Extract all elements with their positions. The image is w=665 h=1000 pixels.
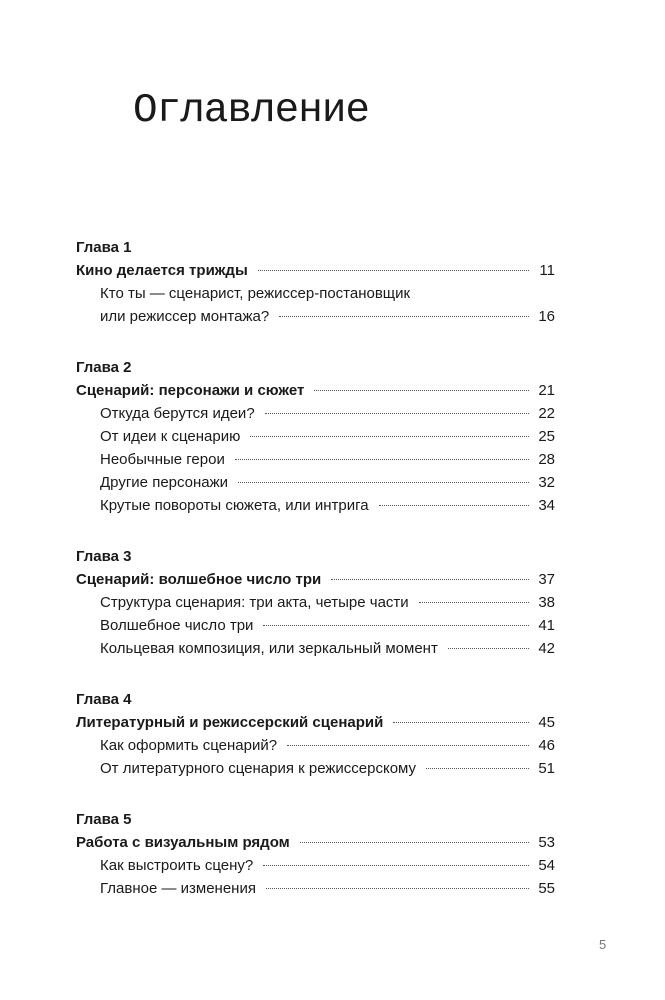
chapter-title-entry[interactable] [76,379,555,402]
dot-leader [426,767,529,769]
dot-leader [266,887,529,889]
chapter-2 [76,356,555,517]
section-entry[interactable] [76,425,555,448]
section-title: Кольцевая композиция, или зеркальный момент [100,640,438,657]
page-ref: 25 [538,428,555,445]
table-of-contents [76,236,555,928]
dot-leader [265,412,529,414]
dot-leader [279,315,529,317]
chapter-label: Глава 1 [76,239,132,256]
chapter-title-entry[interactable] [76,568,555,591]
dot-leader [238,481,529,483]
chapter-1 [76,236,555,328]
chapter-label: Глава 5 [76,811,132,828]
section-entry[interactable] [76,494,555,517]
section-entry[interactable] [76,637,555,660]
section-title: Как выстроить сцену? [100,857,254,874]
section-title: Структура сценария: три акта, четыре части [100,594,409,611]
section-entry[interactable] [76,471,555,494]
section-entry[interactable] [76,757,555,780]
dot-leader [287,744,529,746]
dot-leader [314,389,529,391]
dot-leader [250,435,529,437]
section-title: Как оформить сценарий? [100,737,278,754]
chapter-title: Сценарий: персонажи и сюжет [76,382,305,399]
section-title-line1: Кто ты — сценарист, режиссер-постановщик [100,285,411,302]
dot-leader [263,864,529,866]
page-ref: 51 [538,760,555,777]
chapter-title-entry[interactable] [76,711,555,734]
page-ref: 42 [538,640,555,657]
section-entry[interactable] [76,448,555,471]
chapter-title: Сценарий: волшебное число три [76,571,322,588]
section-title: Главное — изменения [100,880,256,897]
section-entry[interactable] [76,282,555,328]
section-entry[interactable] [76,591,555,614]
section-title: От литературного сценария к режиссерскому [100,760,417,777]
section-entry[interactable] [76,854,555,877]
page-ref: 32 [538,474,555,491]
page-ref: 11 [539,262,555,279]
page-ref: 37 [538,571,555,588]
page-ref: 16 [538,308,555,325]
section-title: Крутые повороты сюжета, или интрига [100,497,369,514]
section-title: Откуда берутся идеи? [100,405,255,422]
dot-leader [258,269,529,271]
page-ref: 41 [538,617,555,634]
page-ref: 21 [538,382,555,399]
page-ref: 34 [538,497,555,514]
chapter-title-entry[interactable] [76,259,555,282]
page-ref: 46 [538,737,555,754]
page-ref: 45 [538,714,555,731]
page-ref: 38 [538,594,555,611]
page-ref: 53 [538,834,555,851]
page-ref: 22 [538,405,555,422]
chapter-title-entry[interactable] [76,831,555,854]
section-entry[interactable] [76,877,555,900]
section-title: От идеи к сценарию [100,428,241,445]
page-ref: 55 [538,880,555,897]
section-title: Необычные герои [100,451,225,468]
chapter-title: Литературный и режиссерский сценарий [76,714,384,731]
chapter-title: Работа с визуальным рядом [76,834,290,851]
dot-leader [379,504,529,506]
chapter-5 [76,808,555,900]
dot-leader [448,647,529,649]
section-entry[interactable] [76,402,555,425]
chapter-4 [76,688,555,780]
dot-leader [331,578,529,580]
section-title: или режиссер монтажа? [100,308,270,325]
page-ref: 28 [538,451,555,468]
chapter-label: Глава 2 [76,359,132,376]
dot-leader [393,721,529,723]
section-title: Волшебное число три [100,617,254,634]
chapter-title: Кино делается трижды [76,262,248,279]
page-title: Оглавление [133,88,370,134]
chapter-label: Глава 4 [76,691,132,708]
page-number: 5 [599,937,607,952]
chapter-label: Глава 3 [76,548,132,565]
section-entry[interactable] [76,734,555,757]
chapter-3 [76,545,555,660]
dot-leader [235,458,529,460]
dot-leader [419,601,529,603]
section-entry[interactable] [76,614,555,637]
section-title: Другие персонажи [100,474,229,491]
page-ref: 54 [538,857,555,874]
dot-leader [300,841,529,843]
dot-leader [263,624,529,626]
